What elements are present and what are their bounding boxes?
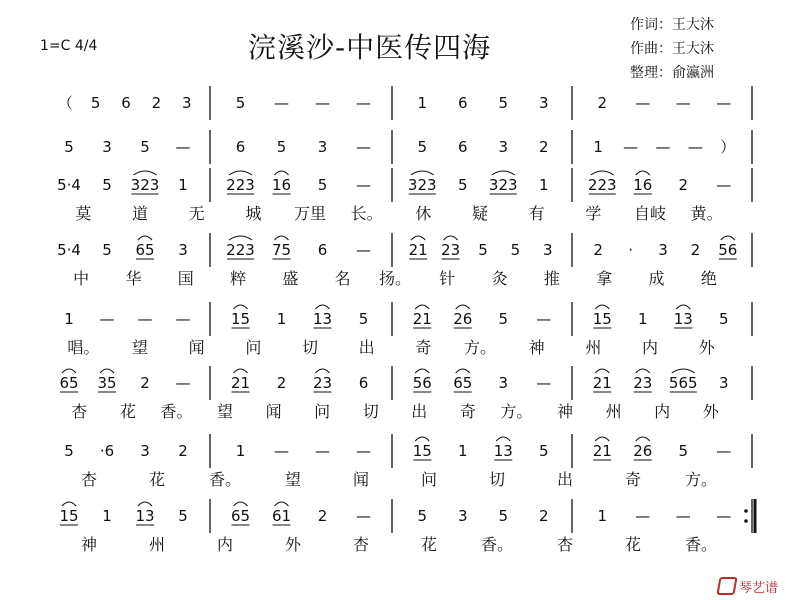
note: — bbox=[356, 94, 371, 112]
note: 3 bbox=[543, 241, 553, 259]
note: 3 bbox=[317, 138, 328, 156]
slur bbox=[62, 502, 76, 506]
slur bbox=[229, 171, 252, 175]
lyric-word: 闻 bbox=[188, 338, 205, 357]
slur bbox=[595, 305, 609, 309]
repeat-dot bbox=[744, 509, 748, 513]
lyric-word: 切 bbox=[362, 402, 379, 421]
note: 15 bbox=[412, 442, 432, 460]
note: — bbox=[99, 310, 115, 328]
lyric-word: 无 bbox=[188, 204, 205, 223]
lyricist-credit: 作词：王大沐 bbox=[630, 17, 714, 33]
lyric-word: 方。 bbox=[684, 470, 718, 489]
note: — bbox=[655, 138, 671, 156]
note: 2 bbox=[593, 241, 603, 259]
note: 5 bbox=[498, 310, 509, 328]
lyric-word: 拿 bbox=[596, 269, 613, 288]
note: 2 bbox=[140, 374, 150, 392]
slur bbox=[275, 502, 289, 506]
lyric-word: 学 bbox=[585, 204, 602, 223]
note: 5 bbox=[235, 94, 246, 112]
slur bbox=[138, 236, 152, 240]
slur bbox=[234, 502, 248, 506]
note: 5 bbox=[317, 176, 328, 194]
note: 1 bbox=[178, 176, 188, 194]
note: 3 bbox=[102, 138, 112, 156]
lyric-word: 方。 bbox=[500, 402, 533, 421]
lyric-word: 问 bbox=[314, 402, 331, 421]
note: 1 bbox=[597, 507, 608, 525]
slur bbox=[62, 369, 76, 373]
note: 3 bbox=[538, 94, 549, 112]
note: 26 bbox=[633, 442, 653, 460]
slur bbox=[444, 236, 458, 240]
note: 13 bbox=[673, 310, 693, 328]
lyric-word: 州 bbox=[148, 535, 166, 554]
lyric-word: 华 bbox=[125, 269, 142, 288]
note: — bbox=[536, 310, 552, 328]
note: · bbox=[628, 241, 633, 259]
lyric-word: 外 bbox=[698, 338, 715, 357]
note: 5 bbox=[64, 138, 74, 156]
note: 65 bbox=[59, 374, 79, 392]
lyric-word: 闻 bbox=[265, 402, 282, 421]
lyric-word: 出 bbox=[358, 338, 375, 357]
slur bbox=[100, 369, 114, 373]
note: 23 bbox=[441, 241, 461, 259]
note: — bbox=[716, 442, 732, 460]
note: 5 bbox=[510, 241, 521, 259]
note: 5 bbox=[678, 442, 689, 460]
note: 5 bbox=[498, 94, 509, 112]
lyric-word: 香。 bbox=[684, 535, 718, 554]
note: 1 bbox=[235, 442, 246, 460]
note: — bbox=[635, 94, 651, 112]
note: — bbox=[716, 507, 732, 525]
watermark: 琴艺谱 bbox=[718, 577, 778, 596]
note: 65 bbox=[230, 507, 251, 525]
slur bbox=[138, 502, 152, 506]
note: 21 bbox=[592, 374, 612, 392]
note: — bbox=[356, 241, 371, 259]
lyric-word: 出 bbox=[411, 402, 428, 421]
lyric-word: 休 bbox=[415, 204, 432, 223]
lyric-word: 内 bbox=[216, 535, 234, 554]
lyric-word: 疑 bbox=[471, 204, 489, 223]
lyric-word: 内 bbox=[641, 338, 659, 357]
note: 5 bbox=[64, 442, 74, 460]
lyric-word: 奇 bbox=[415, 338, 432, 357]
lyric-word: 花 bbox=[420, 535, 438, 554]
note: — bbox=[356, 507, 371, 525]
note: 3 bbox=[498, 374, 509, 392]
note: 2 bbox=[678, 176, 689, 194]
note: 6 bbox=[121, 94, 131, 112]
note: 223 bbox=[226, 241, 255, 259]
note: — bbox=[315, 442, 330, 460]
note: 3 bbox=[178, 241, 188, 259]
note: 15 bbox=[230, 310, 251, 328]
slur bbox=[492, 171, 515, 175]
lyric-word: 灸 bbox=[491, 269, 508, 288]
lyric-word: 杏 bbox=[80, 470, 98, 489]
lyric-word: 道 bbox=[131, 204, 149, 223]
note: 2 bbox=[276, 374, 287, 392]
lyric-word: 杏 bbox=[352, 535, 370, 554]
slur bbox=[636, 369, 650, 373]
note: 5 bbox=[140, 138, 150, 156]
note: 61 bbox=[271, 507, 292, 525]
note: 323 bbox=[488, 176, 518, 194]
note: 35 bbox=[97, 374, 117, 392]
lyric-word: 外 bbox=[284, 535, 302, 554]
note: — bbox=[175, 374, 191, 392]
note: 75 bbox=[271, 241, 292, 259]
note: 13 bbox=[135, 507, 155, 525]
note: 5 bbox=[478, 241, 488, 259]
note: （ bbox=[57, 94, 73, 112]
note: 1 bbox=[538, 176, 549, 194]
lyric-word: 花 bbox=[148, 470, 166, 489]
note: 13 bbox=[493, 442, 513, 460]
note: 5 bbox=[90, 94, 101, 112]
note: 5 bbox=[102, 176, 112, 194]
note: 3 bbox=[182, 94, 192, 112]
note: 6 bbox=[457, 138, 468, 156]
lyric-word: 香。 bbox=[208, 470, 242, 489]
note: 5 bbox=[718, 310, 729, 328]
slur bbox=[456, 305, 470, 309]
note: — bbox=[356, 138, 371, 156]
slur bbox=[676, 305, 690, 309]
lyric-word: 州 bbox=[605, 402, 622, 421]
note: 56 bbox=[718, 241, 738, 259]
repeat-dot bbox=[744, 519, 748, 523]
key-signature: 1=C 4/4 bbox=[40, 38, 98, 54]
note: 223 bbox=[226, 176, 255, 194]
note: 5 bbox=[276, 138, 287, 156]
lyric-word: 成 bbox=[648, 269, 665, 288]
lyric-word: 唱。 bbox=[67, 338, 100, 357]
note: — bbox=[315, 94, 330, 112]
lyric-word: 推 bbox=[543, 269, 560, 288]
note: 21 bbox=[412, 310, 432, 328]
slur bbox=[134, 171, 157, 175]
lyric-word: 问 bbox=[245, 338, 262, 357]
lyric-word: 扬。 bbox=[378, 269, 412, 288]
lyric-word: 神 bbox=[556, 402, 574, 421]
note: 2 bbox=[151, 94, 162, 112]
slur bbox=[496, 437, 510, 441]
note: — bbox=[687, 138, 703, 156]
note: — bbox=[536, 374, 552, 392]
note: 3 bbox=[658, 241, 668, 259]
note: — bbox=[137, 310, 153, 328]
note: 6 bbox=[358, 374, 369, 392]
note: 2 bbox=[538, 507, 549, 525]
lyric-word: 针 bbox=[439, 269, 456, 288]
slur bbox=[275, 236, 289, 240]
slur bbox=[234, 369, 248, 373]
note: 21 bbox=[408, 241, 428, 259]
lyric-word: 奇 bbox=[624, 470, 642, 489]
lyric-word: 莫 bbox=[75, 204, 92, 223]
lyric-word: 黄。 bbox=[690, 204, 723, 223]
note: — bbox=[274, 442, 289, 460]
slur bbox=[411, 236, 425, 240]
lyric-word: 花 bbox=[624, 535, 642, 554]
note: — bbox=[356, 176, 371, 194]
lyric-word: 香。 bbox=[160, 402, 193, 421]
slur bbox=[415, 369, 429, 373]
note: 323 bbox=[407, 176, 437, 194]
lyric-word: 城 bbox=[245, 204, 262, 223]
slur bbox=[275, 171, 289, 175]
note: 3 bbox=[457, 507, 468, 525]
slur bbox=[415, 305, 429, 309]
lyric-word: 闻 bbox=[352, 470, 370, 489]
arranger-credit: 整理：俞瀛洲 bbox=[630, 65, 714, 81]
note: 3 bbox=[718, 374, 729, 392]
slur bbox=[229, 236, 252, 240]
note: 5 bbox=[538, 442, 549, 460]
note: 15 bbox=[59, 507, 79, 525]
lyric-word: 自岐 bbox=[633, 204, 667, 223]
lyric-word: 方。 bbox=[463, 338, 497, 357]
note: — bbox=[175, 138, 191, 156]
lyric-word: 杏 bbox=[71, 402, 88, 421]
note: 6 bbox=[235, 138, 246, 156]
note: 2 bbox=[690, 241, 701, 259]
note: 2 bbox=[538, 138, 549, 156]
note: 56 bbox=[412, 374, 432, 392]
note: — bbox=[356, 442, 371, 460]
lyric-word: 中 bbox=[73, 269, 90, 288]
note: 1 bbox=[637, 310, 648, 328]
note: 13 bbox=[312, 310, 333, 328]
lyric-word: 望 bbox=[216, 402, 234, 421]
lyric-word: 长。 bbox=[350, 204, 383, 223]
slur bbox=[672, 369, 695, 373]
note: 2 bbox=[178, 442, 188, 460]
slur bbox=[636, 437, 650, 441]
lyric-word: 望 bbox=[131, 338, 149, 357]
lyric-word: 神 bbox=[80, 535, 98, 554]
note: 26 bbox=[453, 310, 473, 328]
note: — bbox=[716, 94, 732, 112]
note: 5 bbox=[417, 507, 428, 525]
note: 23 bbox=[312, 374, 333, 392]
note: 2 bbox=[597, 94, 608, 112]
note: 1 bbox=[64, 310, 74, 328]
note: 5 bbox=[498, 507, 509, 525]
note: — bbox=[623, 138, 639, 156]
note: 6 bbox=[457, 94, 468, 112]
lyric-word: 有 bbox=[528, 204, 545, 223]
note: — bbox=[274, 94, 289, 112]
note: 1 bbox=[417, 94, 428, 112]
lyric-word: 盛 bbox=[282, 269, 299, 288]
lyric-word: 绝 bbox=[700, 269, 717, 288]
note: 5 bbox=[358, 310, 369, 328]
slur bbox=[415, 437, 429, 441]
note: ·6 bbox=[99, 442, 115, 460]
lyric-word: 切 bbox=[488, 470, 506, 489]
lyric-word: 香。 bbox=[480, 535, 514, 554]
lyric-word: 杏 bbox=[556, 535, 574, 554]
slur bbox=[234, 305, 248, 309]
slur bbox=[456, 369, 470, 373]
note: 3 bbox=[140, 442, 150, 460]
slur bbox=[595, 437, 609, 441]
note: — bbox=[675, 507, 691, 525]
note: 6 bbox=[317, 241, 328, 259]
lyric-word: 花 bbox=[119, 402, 136, 421]
note: 323 bbox=[130, 176, 160, 194]
lyric-word: 问 bbox=[420, 470, 438, 489]
note: 5 bbox=[417, 138, 428, 156]
lyric-word: 切 bbox=[301, 338, 319, 357]
lyric-word: 望 bbox=[284, 470, 302, 489]
note: 16 bbox=[633, 176, 653, 194]
note: 23 bbox=[633, 374, 653, 392]
lyric-word: 州 bbox=[585, 338, 602, 357]
note: 21 bbox=[592, 442, 612, 460]
note: 65 bbox=[135, 241, 155, 259]
lyric-word: 神 bbox=[528, 338, 545, 357]
note: 565 bbox=[668, 374, 698, 392]
slur bbox=[316, 305, 330, 309]
note: 1 bbox=[457, 442, 468, 460]
note: ） bbox=[720, 138, 736, 156]
note: 65 bbox=[453, 374, 473, 392]
note: 1 bbox=[593, 138, 603, 156]
slur bbox=[316, 369, 330, 373]
lyric-word: 内 bbox=[654, 402, 671, 421]
note: 21 bbox=[230, 374, 251, 392]
note: 5 bbox=[178, 507, 188, 525]
lyric-word: 外 bbox=[702, 402, 719, 421]
lyric-word: 国 bbox=[177, 269, 194, 288]
note: 5 bbox=[457, 176, 468, 194]
slur bbox=[411, 171, 434, 175]
slur bbox=[721, 236, 735, 240]
note: 223 bbox=[587, 176, 617, 194]
lyric-word: 出 bbox=[556, 470, 574, 489]
note: 16 bbox=[271, 176, 292, 194]
note: 1 bbox=[276, 310, 287, 328]
slur bbox=[636, 171, 650, 175]
note: — bbox=[175, 310, 191, 328]
note: 15 bbox=[592, 310, 612, 328]
note: 3 bbox=[498, 138, 509, 156]
qinyipu-logo-icon bbox=[716, 577, 737, 595]
song-title: 浣溪沙-中医传四海 bbox=[248, 31, 492, 64]
note: 1 bbox=[102, 507, 112, 525]
lyric-word: 奇 bbox=[459, 402, 476, 421]
slur bbox=[591, 171, 614, 175]
lyric-word: 万里 bbox=[293, 204, 327, 223]
note: — bbox=[675, 94, 691, 112]
note: 5·4 bbox=[57, 176, 81, 194]
note: 5·4 bbox=[57, 241, 81, 259]
note: 2 bbox=[317, 507, 328, 525]
lyric-word: 名 bbox=[334, 269, 351, 288]
note: — bbox=[635, 507, 651, 525]
note: 5 bbox=[102, 241, 112, 259]
note: — bbox=[716, 176, 732, 194]
slur bbox=[595, 369, 609, 373]
lyric-word: 粹 bbox=[230, 269, 247, 288]
composer-credit: 作曲：王大沐 bbox=[630, 41, 714, 57]
